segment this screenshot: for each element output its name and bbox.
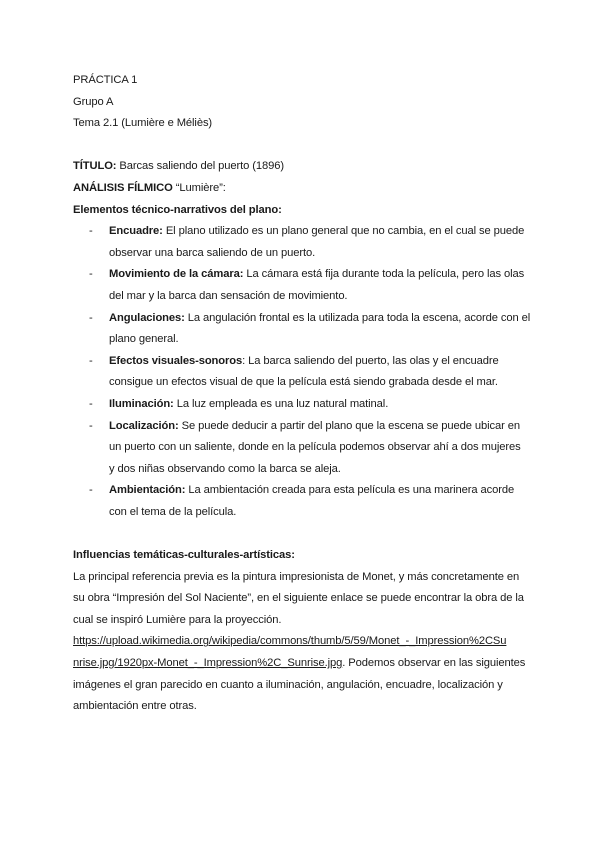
bullet-dash: - [89,354,93,367]
monet-image-link-continued[interactable]: nrise.jpg/1920px-Monet_-_Impression%2C_Sunrise.jpg [73,657,343,670]
influences-paragraph: La principal referencia previa es la pintura impresionista de Monet, y más concretamente en su obra “Impresión del Sol Naciente”, en el siguiente enlace se puede encontrar la obra de la cual se inspiró Lumière para la proyección. https://upload.wikimedia.org/wikipedia/commons/thumb/5/59/Monet_-_Impression%2CSu nrise.jpg/1920px-Monet_-_Impression%2C_Sunrise.jpg. Podemos observar en las siguientes imágenes el gran parecido en cuanto a iluminación, angulación, encuadre, localización y ambientación entre otras. [73,570,526,713]
spacer [73,135,535,157]
item-label: Efectos visuales-sonoros [109,354,243,367]
section-heading: Elementos técnico-narrativos del plano: [73,203,282,216]
list-item: - Movimiento de la cámara: La cámara está fija durante toda la película, pero las olas del mar y la barca dan sensación de movimiento. [73,264,535,307]
topic-label: Tema 2.1 (Lumière e Méliès) [73,117,213,130]
item-label: Angulaciones: [109,311,185,324]
monet-image-link[interactable]: https://upload.wikimedia.org/wikipedia/commons/thumb/5/59/Monet_-_Impression%2CSu [73,635,507,648]
item-label: Movimiento de la cámara: [109,268,244,281]
bullet-dash: - [89,419,93,432]
list-item: - Localización: Se puede deducir a partir del plano que la escena se puede ubicar en un puerto con un saliente, donde en la película podemos observar ahí a dos mujeres y dos niñas observando como la barca se aleja. [73,416,535,481]
technical-elements-list [73,221,535,523]
item-label: Ambientación: [109,484,186,497]
bullet-dash: - [89,225,93,238]
bullet-dash: - [89,484,93,497]
item-label: Encuadre: [109,225,163,238]
list-item: - Iluminación: La luz empleada es una luz natural matinal. [73,394,535,416]
film-title-label: TÍTULO: [73,160,117,173]
group-label: Grupo A [73,95,114,108]
bullet-dash: - [89,268,93,281]
film-analysis-label: ANÁLISIS FÍLMICO [73,181,173,194]
list-item: - Ambientación: La ambientación creada para esta película es una marinera acorde con el tema de la película. [73,480,535,523]
item-label: Localización: [109,419,179,432]
document-body [73,70,535,718]
list-item: - Angulaciones: La angulación frontal es la utilizada para toda la escena, acorde con el plano general. [73,308,535,351]
film-analysis-heading [73,178,535,200]
bullet-dash: - [89,397,93,410]
influences-heading: Influencias temáticas-culturales-artísticas: [73,549,295,562]
film-title-value: Barcas saliendo del puerto (1896) [116,160,285,173]
film-title [73,156,535,178]
list-item: - Efectos visuales-sonoros: La barca saliendo del puerto, las olas y el encuadre consigue un efectos visual de que la película está siendo grabada desde el mar. [73,351,535,394]
film-analysis-value: “Lumière”: [172,181,226,194]
item-label: Iluminación: [109,397,174,410]
spacer [73,523,535,545]
list-item: - Encuadre: El plano utilizado es un plano general que no cambia, en el cual se puede observar una barca saliendo de un puerto. [73,221,535,264]
practice-number: PRÁCTICA 1 [73,74,138,86]
bullet-dash: - [89,311,93,324]
